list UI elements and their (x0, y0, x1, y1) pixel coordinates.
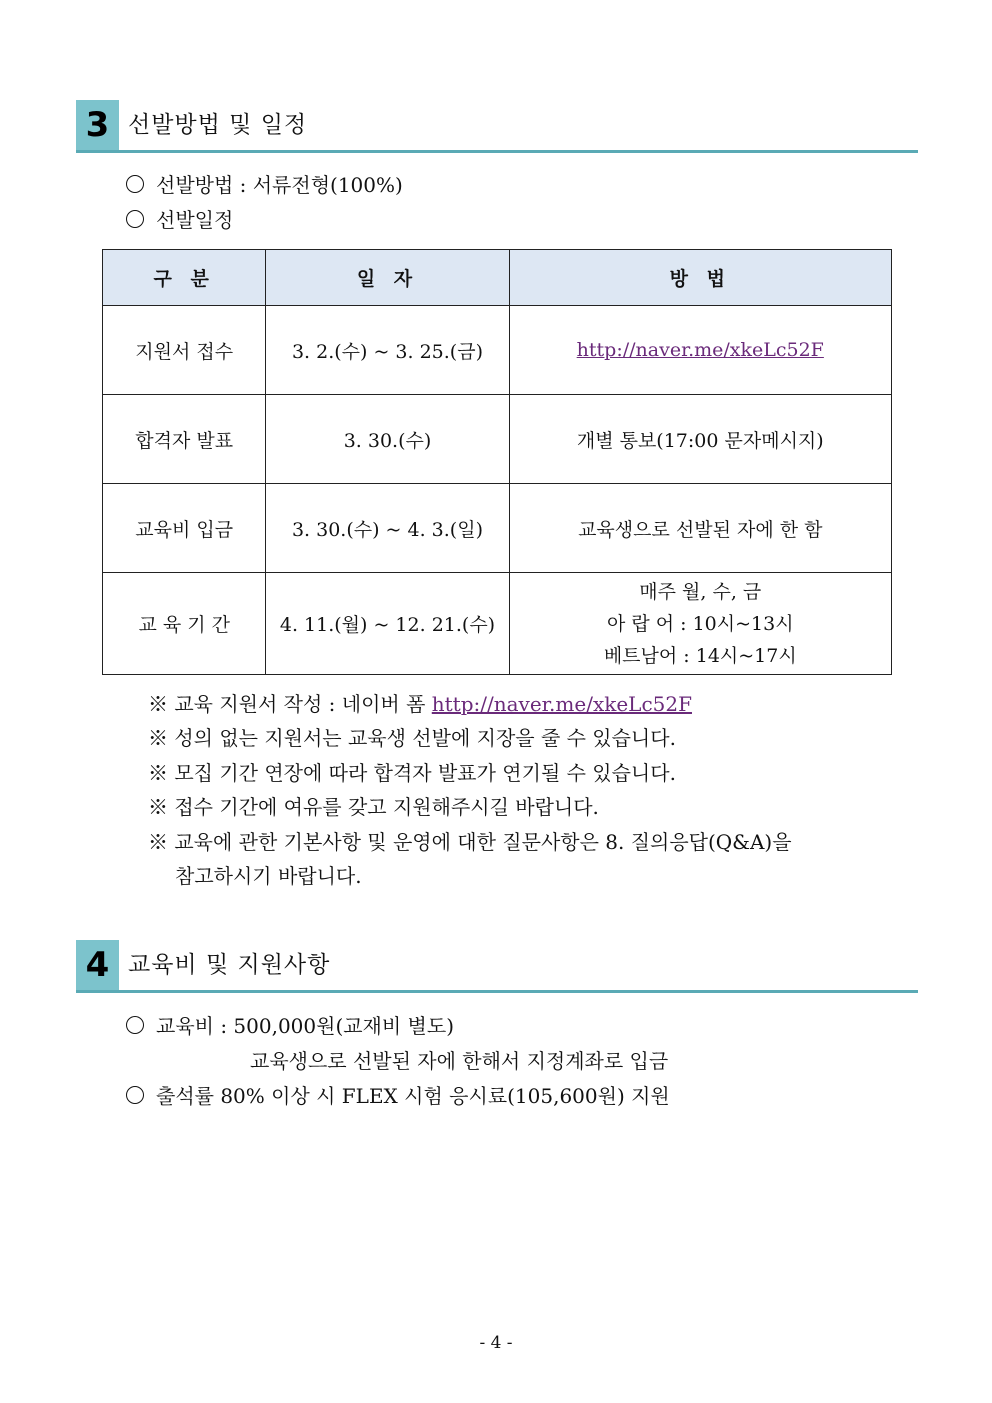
note-margin: ※ 접수 기간에 여유를 갖고 지원해주시길 바랍니다. (148, 795, 599, 819)
header-date: 일 자 (266, 250, 509, 306)
method-line: 매주 월, 수, 금 (639, 580, 762, 603)
cell-date: 4. 11.(월) ~ 12. 21.(수) (266, 573, 509, 675)
header-method: 방 법 (509, 250, 891, 306)
bullet-text: 출석률 80% 이상 시 FLEX 시험 응시료(105,600원) 지원 (156, 1084, 670, 1108)
circle-bullet-icon (126, 1086, 144, 1104)
section-3-number: 3 (76, 100, 119, 150)
note-insincere: ※ 성의 없는 지원서는 교육생 선발에 지장을 줄 수 있습니다. (148, 726, 676, 750)
section-3-title: 선발방법 및 일정 (128, 112, 308, 138)
cell-category: 교 육 기 간 (103, 573, 266, 675)
cell-date: 3. 2.(수) ~ 3. 25.(금) (266, 306, 509, 395)
bullet-selection-method (126, 170, 403, 200)
bullet-selection-schedule (126, 205, 233, 235)
form-link[interactable]: http://naver.me/xkeLc52F (431, 692, 692, 716)
method-line: 베트남어 : 14시~17시 (603, 644, 797, 667)
bullet-support (126, 1081, 670, 1111)
bullet-text: 선발일정 (156, 208, 234, 232)
method-line: 아 랍 어 : 10시~13시 (606, 612, 794, 635)
application-link[interactable]: http://naver.me/xkeLc52F (576, 339, 824, 361)
bullet-text: 교육비 : 500,000원(교재비 별도) (156, 1014, 455, 1038)
page-number: - 4 - (479, 1333, 513, 1353)
table-header-row (103, 250, 892, 306)
cell-date: 3. 30.(수) ~ 4. 3.(일) (266, 484, 509, 573)
header-category: 구 분 (103, 250, 266, 306)
note-extension: ※ 모집 기간 연장에 따라 합격자 발표가 연기될 수 있습니다. (148, 761, 676, 785)
table-row (103, 306, 892, 395)
circle-bullet-icon (126, 175, 144, 193)
cell-category: 교육비 입금 (103, 484, 266, 573)
fee-detail: 교육생으로 선발된 자에 한해서 지정계좌로 입금 (250, 1049, 669, 1073)
bullet-fee (126, 1011, 454, 1041)
circle-bullet-icon (126, 1016, 144, 1034)
cell-method (509, 573, 891, 675)
table-row (103, 395, 892, 484)
note-text: ※ 교육 지원서 작성 : 네이버 폼 (148, 692, 432, 716)
cell-method: 교육생으로 선발된 자에 한 함 (509, 484, 891, 573)
cell-method (509, 306, 891, 395)
section-4-title: 교육비 및 지원사항 (128, 952, 331, 978)
table-row (103, 573, 892, 675)
circle-bullet-icon (126, 210, 144, 228)
section-4-header (76, 940, 918, 993)
schedule-table (102, 249, 892, 675)
cell-date: 3. 30.(수) (266, 395, 509, 484)
note-application-form (148, 689, 692, 719)
table-row (103, 484, 892, 573)
cell-category: 지원서 접수 (103, 306, 266, 395)
section-4-number: 4 (76, 940, 119, 990)
note-qa-cont: 참고하시기 바랍니다. (175, 864, 362, 888)
cell-category: 합격자 발표 (103, 395, 266, 484)
section-3-header (76, 100, 918, 153)
note-qa: ※ 교육에 관한 기본사항 및 운영에 대한 질문사항은 8. 질의응답(Q&A)을 (148, 830, 792, 854)
bullet-text: 선발방법 : 서류전형(100%) (156, 173, 403, 197)
cell-method: 개별 통보(17:00 문자메시지) (509, 395, 891, 484)
